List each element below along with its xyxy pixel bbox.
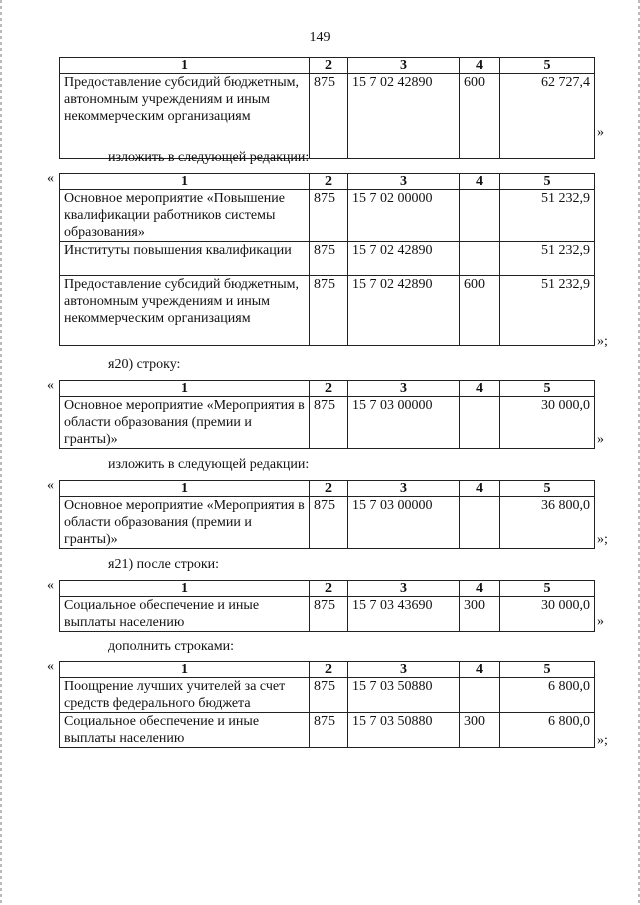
section-intro-text: дополнить строками:	[108, 639, 234, 654]
row-expense-type-cell	[460, 397, 500, 449]
column-header: 4	[460, 174, 500, 190]
row-name-cell: Социальное обеспечение и иные выплаты населению	[60, 713, 310, 748]
closing-quote-mark: »	[597, 125, 604, 140]
opening-quote-mark: «	[47, 171, 54, 186]
column-header: 3	[348, 481, 460, 497]
table-row	[60, 190, 595, 242]
closing-quote-mark: »	[597, 432, 604, 447]
closing-quote-mark: »;	[597, 334, 608, 349]
column-header: 1	[60, 662, 310, 678]
row-expense-type-cell	[460, 678, 500, 713]
opening-quote-mark: «	[47, 378, 54, 393]
column-header: 5	[500, 174, 595, 190]
row-code-cell: 875	[310, 713, 348, 748]
row-amount-cell: 51 232,9	[500, 190, 595, 242]
column-header: 2	[310, 174, 348, 190]
row-code-cell: 875	[310, 242, 348, 276]
table-header-row	[60, 481, 595, 497]
column-header: 1	[60, 381, 310, 397]
row-name-cell: Основное мероприятие «Мероприятия в области образования (премии и гранты)»	[60, 397, 310, 449]
row-code-cell: 875	[310, 74, 348, 159]
row-name-cell: Поощрение лучших учителей за счет средств федерального бюджета	[60, 678, 310, 713]
row-expense-type-cell	[460, 497, 500, 549]
budget-table	[59, 580, 595, 632]
row-amount-cell: 30 000,0	[500, 397, 595, 449]
row-code-cell: 875	[310, 497, 348, 549]
row-code-cell: 875	[310, 597, 348, 632]
row-code-cell: 875	[310, 190, 348, 242]
row-expense-type-cell: 300	[460, 597, 500, 632]
table-row	[60, 713, 595, 748]
table-header-row	[60, 174, 595, 190]
column-header: 2	[310, 581, 348, 597]
row-name-cell: Институты повышения квалификации	[60, 242, 310, 276]
row-target-article-cell: 15 7 03 50880	[348, 678, 460, 713]
column-header: 5	[500, 581, 595, 597]
column-header: 1	[60, 58, 310, 74]
page-number: 149	[309, 30, 331, 45]
section-intro-text: я21) после строки:	[108, 557, 220, 572]
table-row	[60, 397, 595, 449]
column-header: 2	[310, 662, 348, 678]
column-header: 1	[60, 581, 310, 597]
row-expense-type-cell: 600	[460, 276, 500, 346]
column-header: 4	[460, 481, 500, 497]
section-intro-text: изложить в следующей редакции:	[108, 150, 310, 165]
table-row	[60, 242, 595, 276]
column-header: 5	[500, 58, 595, 74]
budget-table	[59, 661, 595, 748]
budget-table	[59, 173, 595, 346]
scan-edge-left	[0, 0, 2, 905]
row-amount-cell: 6 800,0	[500, 713, 595, 748]
row-target-article-cell: 15 7 03 50880	[348, 713, 460, 748]
row-amount-cell: 30 000,0	[500, 597, 595, 632]
closing-quote-mark: »	[597, 614, 604, 629]
column-header: 3	[348, 58, 460, 74]
column-header: 1	[60, 481, 310, 497]
column-header: 2	[310, 381, 348, 397]
table-header-row	[60, 58, 595, 74]
row-amount-cell: 6 800,0	[500, 678, 595, 713]
row-amount-cell: 62 727,4	[500, 74, 595, 159]
row-name-cell: Предоставление субсидий бюджетным, автономным учреждениям и иным некоммерческим организациям	[60, 276, 310, 346]
row-expense-type-cell: 300	[460, 713, 500, 748]
row-target-article-cell: 15 7 03 43690	[348, 597, 460, 632]
opening-quote-mark: «	[47, 478, 54, 493]
row-target-article-cell: 15 7 02 42890	[348, 276, 460, 346]
row-code-cell: 875	[310, 397, 348, 449]
row-amount-cell: 36 800,0	[500, 497, 595, 549]
table-row	[60, 276, 595, 346]
column-header: 5	[500, 481, 595, 497]
budget-table	[59, 380, 595, 449]
table-row	[60, 497, 595, 549]
closing-quote-mark: »;	[597, 532, 608, 547]
row-target-article-cell: 15 7 03 00000	[348, 497, 460, 549]
section-intro-text: изложить в следующей редакции:	[108, 457, 310, 472]
budget-table	[59, 480, 595, 549]
table-row	[60, 597, 595, 632]
closing-quote-mark: »;	[597, 733, 608, 748]
table-header-row	[60, 581, 595, 597]
column-header: 2	[310, 58, 348, 74]
column-header: 4	[460, 58, 500, 74]
table-row	[60, 678, 595, 713]
row-amount-cell: 51 232,9	[500, 276, 595, 346]
column-header: 4	[460, 381, 500, 397]
row-target-article-cell: 15 7 03 00000	[348, 397, 460, 449]
opening-quote-mark: «	[47, 659, 54, 674]
column-header: 5	[500, 662, 595, 678]
row-expense-type-cell	[460, 242, 500, 276]
budget-table	[59, 57, 595, 159]
column-header: 5	[500, 381, 595, 397]
column-header: 3	[348, 581, 460, 597]
table-header-row	[60, 381, 595, 397]
opening-quote-mark: «	[47, 578, 54, 593]
row-name-cell: Социальное обеспечение и иные выплаты населению	[60, 597, 310, 632]
column-header: 3	[348, 662, 460, 678]
column-header: 2	[310, 481, 348, 497]
row-expense-type-cell: 600	[460, 74, 500, 159]
row-expense-type-cell	[460, 190, 500, 242]
row-amount-cell: 51 232,9	[500, 242, 595, 276]
row-name-cell: Основное мероприятие «Мероприятия в области образования (премии и гранты)»	[60, 497, 310, 549]
row-target-article-cell: 15 7 02 42890	[348, 74, 460, 159]
column-header: 4	[460, 662, 500, 678]
row-name-cell: Предоставление субсидий бюджетным, автономным учреждениям и иным некоммерческим организациям	[60, 74, 310, 159]
column-header: 1	[60, 174, 310, 190]
column-header: 4	[460, 581, 500, 597]
table-row	[60, 74, 595, 159]
row-code-cell: 875	[310, 678, 348, 713]
section-intro-text: я20) строку:	[108, 357, 181, 372]
row-name-cell: Основное мероприятие «Повышение квалификации работников системы образования»	[60, 190, 310, 242]
row-target-article-cell: 15 7 02 00000	[348, 190, 460, 242]
column-header: 3	[348, 174, 460, 190]
row-code-cell: 875	[310, 276, 348, 346]
column-header: 3	[348, 381, 460, 397]
table-header-row	[60, 662, 595, 678]
row-target-article-cell: 15 7 02 42890	[348, 242, 460, 276]
